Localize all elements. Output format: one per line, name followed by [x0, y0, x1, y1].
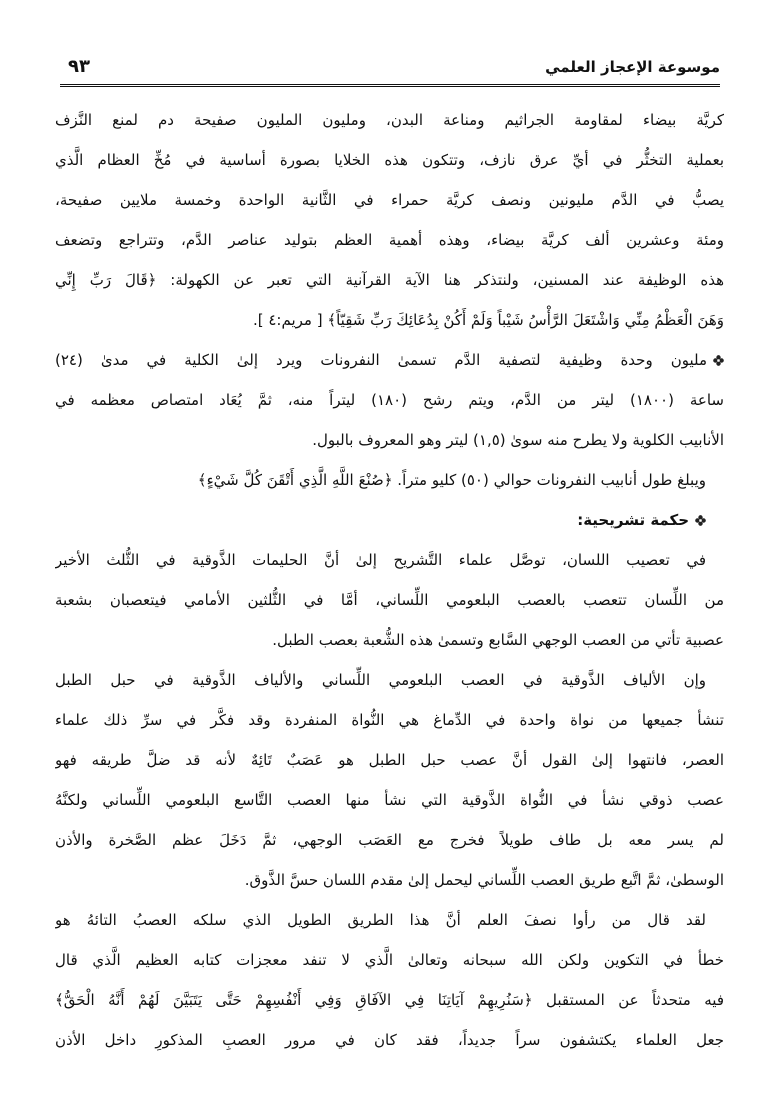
bullet-line: [55, 340, 724, 380]
text-line: عصبية تأتي من العصب الوجهي السَّابع وتسمىٰ هذه الشُّعبة بعصب الطبل.: [272, 631, 724, 649]
text-line: بعملية التخثُّر في أيِّ عرق نازف، وتتكون هذه الخلايا بصورة أساسية في مُخِّ العظام الَّذي: [55, 151, 724, 169]
text-line: لقد قال من رأوا نصفَ العلم أنَّ هذا الطريق الطويل الذي سلكه العصبُ التائهُ هو: [55, 911, 706, 929]
text-line: ومئة وعشرين ألف كريَّة بيضاء، وهذه أهمية العظم بتوليد عناصر الدَّم، وتتراجع وتضعف: [55, 231, 724, 249]
flower-bullet-icon: [713, 355, 724, 366]
text-line: يصبُّ في الدَّم مليونين ونصف كريَّة حمراء في الثَّانية الواحدة وخمسة ملايين صفيحة،: [55, 191, 724, 209]
text-line: وَهَنَ الْعَظْمُ مِنِّي وَاشْتَعَلَ الرَّأْسُ شَيْباً وَلَمْ أَكُنْ بِدُعَائِكَ رَبِّ شَقِيّاً﴾ [ مريم:٤ ].: [252, 311, 724, 329]
body-text: [55, 100, 724, 1060]
text-line: جعل العلماء يكتشفون سراً جديداً، فقد كان في مرور العصبِ المذكورِ داخل الأذن: [55, 1031, 724, 1049]
text-line: في تعصيب اللسان، توصَّل علماء التَّشريح إلىٰ أنَّ الحليمات الذَّوقية في الثُّلث الأخير: [55, 551, 706, 569]
text-line: الأنابيب الكلوية ولا يطرح منه سوىٰ (١,٥) ليتر وهو المعروف بالبول.: [312, 431, 724, 449]
running-title: موسوعة الإعجاز العلمي: [545, 58, 720, 76]
page-number: ٩٣: [68, 56, 90, 77]
text-line: فيه متحدثاً عن المستقبل ﴿سَنُرِيهِمْ آيَاتِنَا فِي الآفَاقِ وَفِي أَنْفُسِهِمْ حَتَّى يَتَبَيَّنَ لَهُمْ أَنَّهُ الْحَقُّ﴾: [55, 991, 724, 1009]
text-line: وإن الألياف الذَّوقية في العصب البلعومي اللِّساني والألياف الذَّوقية في حبل الطبل: [55, 671, 706, 689]
text-line: مليون وحدة وظيفية لتصفية الدَّم تسمىٰ النفرونات ويرد إلىٰ الكلية في مدىٰ (٢٤): [55, 351, 707, 369]
text-line: لم يسر معه بل طاف طويلاً فخرج مع العَصَب الوجهي، ثمَّ دَخَلَ عظم الصَّخرة والأذن: [55, 831, 724, 849]
text-line: العصر، فانتهوا إلىٰ القول أنَّ عصب حبل الطبل هو عَصَبٌ تَائِهٌ لأنه قد ضلَّ طريقه فهو: [55, 751, 724, 769]
text-line: ويبلغ طول أنابيب النفرونات حوالي (٥٠) كليو متراً. ﴿صُنْعَ اللَّهِ الَّذِي أَتْقَنَ كُلَّ شَيْءٍ﴾: [197, 471, 706, 489]
text-line: تنشأ جميعها من نواة واحدة في الدِّماغ هي النُّواة المنفردة وقد فكَّر في سرِّ ذلك علماء: [55, 711, 724, 729]
text-line: ساعة (١٨٠٠) ليتر من الدَّم، ويتم رشح (١٨٠) ليتراً منه، ثمَّ يُعَاد امتصاص معظمه في: [55, 391, 724, 409]
text-line: خطأ في التكوين ولكن الله سبحانه وتعالىٰ الَّذي لا تنفد معجزات كتابه العظيم الَّذي قال: [55, 951, 724, 969]
text-line: هذه الوظيفة عند المسنين، ولنتذكر هنا الآية القرآنية التي تعبر عن الكهولة: ﴿قَالَ رَبِّ إِنِّي: [55, 271, 724, 289]
text-line: عصب ذوقي نشأ في النُّواة الذَّوقية التي نشأ منها العصب التَّاسع البلعومي اللِّساني ولكنَّهُ: [55, 791, 724, 809]
page-header: [60, 50, 720, 87]
flower-bullet-icon: [695, 515, 706, 526]
section-heading: [55, 500, 724, 540]
heading-text: حكمة تشريحية:: [577, 511, 689, 529]
text-line: الوسطىٰ، ثمَّ اتَّبع طريق العصب اللِّساني ليحمل إلىٰ مقدم اللسان حسَّ الذَّوق.: [244, 871, 724, 889]
text-line: كريَّة بيضاء لمقاومة الجراثيم ومناعة البدن، ومليون المليون صفيحة دم لمنع النَّزف: [55, 111, 724, 129]
text-line: من اللِّسان تتعصب بالعصب البلعومي اللِّساني، أمَّا في الثُّلثين الأمامي فيتعصبان بشعبة: [55, 591, 724, 609]
